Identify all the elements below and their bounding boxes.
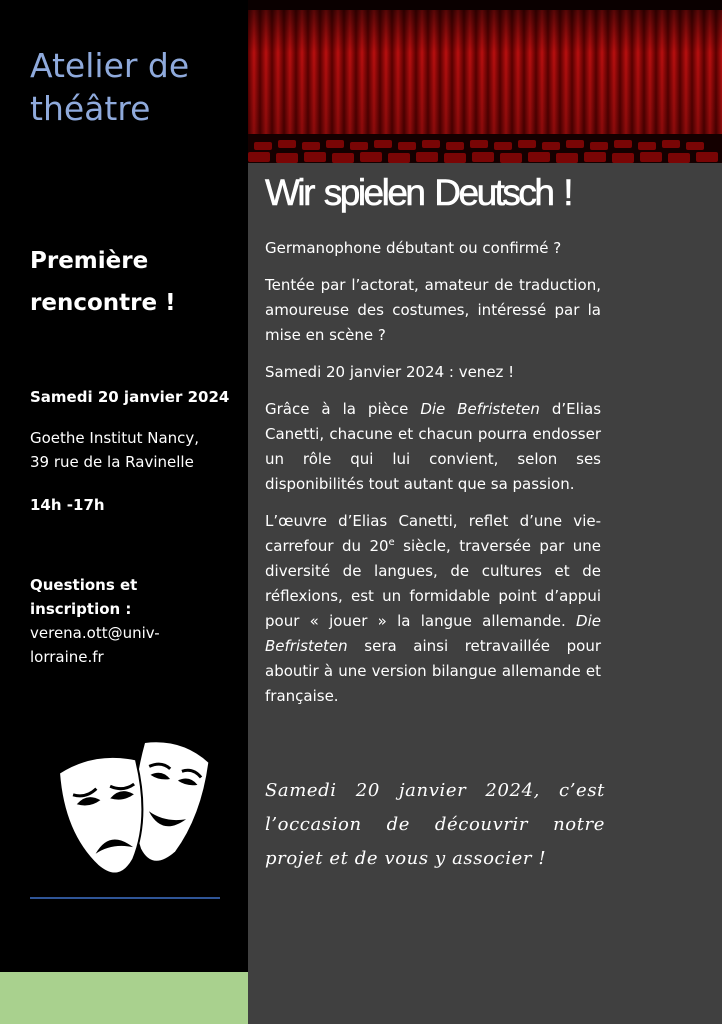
- paragraph-5-end: sera ainsi retravaillée pour aboutir à une version bilangue allemande et française.: [265, 637, 601, 705]
- address-line-2: 39 rue de la Ravinelle: [30, 453, 194, 471]
- paragraph-5: [265, 509, 601, 709]
- paragraph-2: Tentée par l’actorat, amateur de traduction, amoureuse des costumes, intéressé par la mise en scène ?: [265, 276, 601, 344]
- address-line-1: Goethe Institut Nancy,: [30, 429, 200, 447]
- century-superscript: e: [388, 537, 395, 548]
- paragraph-4-end: d’Elias Canetti, chacune et chacun pourra endosser un rôle qui lui convient, selon ses disponibilités tout autant que sa passion.: [265, 400, 602, 493]
- sidebar-divider: [30, 897, 220, 899]
- play-title-2: Die Befristeten: [265, 612, 601, 655]
- paragraph-5-middle: siècle, traversée par une diversité de langues, de cultures et de réflexions, est un formidable point d’appui pour « jouer » la langue allemande.: [265, 537, 601, 630]
- contact-email-2[interactable]: lorraine.fr: [30, 648, 104, 666]
- headline: Wir spielen Deutsch !: [265, 172, 572, 213]
- paragraph-1: Germanophone débutant ou confirmé ?: [265, 239, 562, 257]
- event-address: [30, 426, 199, 474]
- event-date: Samedi 20 janvier 2024: [30, 388, 230, 406]
- contact-label-1: Questions et: [30, 576, 138, 594]
- main-panel: [248, 0, 722, 1024]
- body-text: [265, 236, 601, 721]
- theatre-masks-icon: [50, 735, 220, 885]
- play-title: Die Befristeten: [420, 400, 540, 418]
- contact-label-2: inscription :: [30, 600, 132, 618]
- contact-email-1[interactable]: verena.ott@univ-: [30, 624, 160, 642]
- sidebar: [0, 0, 248, 972]
- paragraph-3: Samedi 20 janvier 2024 : venez !: [265, 363, 515, 381]
- workshop-title: Atelier de théâtre: [30, 46, 190, 128]
- green-footer-strip: [0, 972, 248, 1024]
- paragraph-4: [265, 397, 601, 497]
- paragraph-4-start: Grâce à la pièce: [265, 400, 421, 418]
- closing-invitation: Samedi 20 janvier 2024, c’est l’occasion de découvrir notre projet et de vous y associer !: [265, 780, 605, 869]
- contact-block: [30, 573, 160, 669]
- event-time: 14h -17h: [30, 496, 105, 514]
- paragraph-5-start: L’œuvre d’Elias Canetti, reflet d’une vie-carrefour du 20: [265, 512, 601, 555]
- theatre-curtain-image: [248, 0, 722, 163]
- first-meeting-heading: Première rencontre !: [30, 248, 176, 316]
